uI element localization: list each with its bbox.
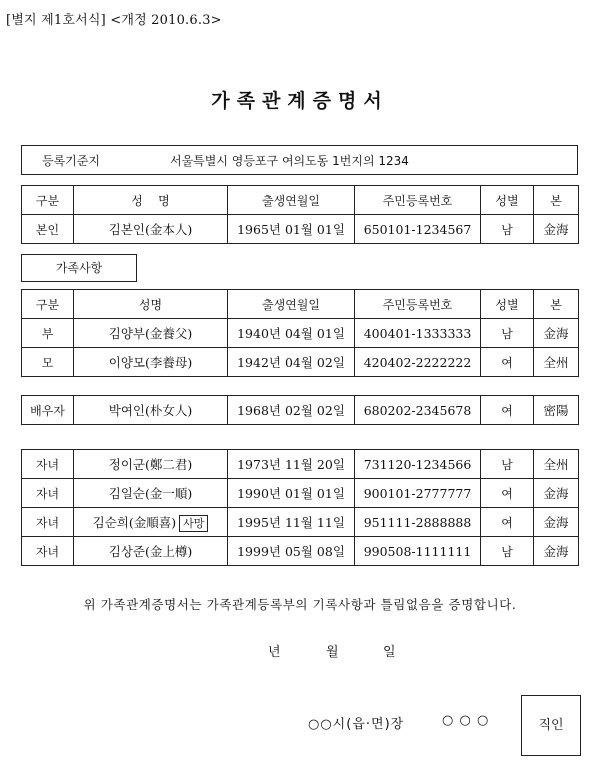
row-id-number: 680202-2345678 <box>355 396 481 425</box>
row-category: 자녀 <box>22 479 74 508</box>
row-sex: 남 <box>481 215 534 244</box>
parents-table <box>21 289 579 377</box>
row-birth: 1940년 04월 01일 <box>228 319 355 348</box>
row-birth: 1990년 01월 01일 <box>228 479 355 508</box>
row-name: 이양모(李養母) <box>74 348 228 377</box>
table-row <box>22 450 579 479</box>
row-name: 김상준(金上樽) <box>74 537 228 566</box>
table-row <box>22 319 579 348</box>
col-birth: 출생연월일 <box>228 290 355 319</box>
row-category: 자녀 <box>22 537 74 566</box>
row-id-number: 990508-1111111 <box>355 537 481 566</box>
row-sex: 남 <box>481 537 534 566</box>
col-category: 구분 <box>22 186 74 215</box>
family-section-label: 가족사항 <box>21 254 137 282</box>
row-birth: 1995년 11월 11일 <box>228 508 355 537</box>
row-category: 자녀 <box>22 508 74 537</box>
row-name-text: 김순희(金順喜) <box>92 514 177 530</box>
col-name: 성명 <box>74 290 228 319</box>
registration-label: 등록기준지 <box>42 154 100 168</box>
table-row <box>22 215 579 244</box>
certification-statement: 위 가족관계증명서는 가족관계등록부의 기록사항과 틀림없음을 증명합니다. <box>83 597 517 612</box>
row-sex: 여 <box>481 479 534 508</box>
row-name: 김양부(金養父) <box>74 319 228 348</box>
table-row <box>22 479 579 508</box>
children-table <box>21 449 579 566</box>
col-name: 성 명 <box>74 186 228 215</box>
col-id-number: 주민등록번호 <box>355 290 481 319</box>
row-sex: 남 <box>481 450 534 479</box>
col-origin: 본 <box>534 186 579 215</box>
row-birth: 1968년 02월 02일 <box>228 396 355 425</box>
row-name: 정이군(鄭二君) <box>74 450 228 479</box>
row-id-number: 650101-1234567 <box>355 215 481 244</box>
row-birth: 1942년 04월 02일 <box>228 348 355 377</box>
table-row <box>22 537 579 566</box>
col-birth: 출생연월일 <box>228 186 355 215</box>
row-origin: 密陽 <box>534 396 579 425</box>
row-name: 박여인(朴女人) <box>74 396 228 425</box>
table-row <box>22 508 579 537</box>
row-id-number: 420402-2222222 <box>355 348 481 377</box>
row-category: 배우자 <box>22 396 74 425</box>
row-category: 자녀 <box>22 450 74 479</box>
row-origin: 金海 <box>534 479 579 508</box>
col-id-number: 주민등록번호 <box>355 186 481 215</box>
row-category: 모 <box>22 348 74 377</box>
row-name <box>74 508 228 537</box>
registration-value: 서울특별시 영등포구 여의도동 1번지의 1234 <box>170 154 409 168</box>
row-origin: 全州 <box>534 450 579 479</box>
signature-office: ○○시(읍·면)장 <box>308 717 405 732</box>
date-day-label: 일 <box>383 645 396 660</box>
row-sex: 남 <box>481 319 534 348</box>
date-month-label: 월 <box>326 645 339 660</box>
deceased-badge: 사망 <box>179 515 208 532</box>
row-name: 김일순(金一順) <box>74 479 228 508</box>
registration-box <box>21 145 578 175</box>
table-header-row <box>22 290 579 319</box>
row-origin: 金海 <box>534 508 579 537</box>
row-origin: 金海 <box>534 319 579 348</box>
row-id-number: 900101-2777777 <box>355 479 481 508</box>
col-origin: 본 <box>534 290 579 319</box>
table-header-row <box>22 186 579 215</box>
col-sex: 성별 <box>481 290 534 319</box>
row-id-number: 731120-1234566 <box>355 450 481 479</box>
row-category: 부 <box>22 319 74 348</box>
row-category: 본인 <box>22 215 74 244</box>
col-category: 구분 <box>22 290 74 319</box>
form-header: [별지 제1호서식] <개정 2010.6.3> <box>6 13 222 28</box>
row-origin: 金海 <box>534 537 579 566</box>
spouse-table <box>21 395 579 425</box>
document-title: 가족관계증명서 <box>211 90 389 112</box>
row-sex: 여 <box>481 348 534 377</box>
row-birth: 1965년 01월 01일 <box>228 215 355 244</box>
signature-name: ○ ○ ○ <box>442 713 490 728</box>
row-sex: 여 <box>481 508 534 537</box>
row-birth: 1999년 05월 08일 <box>228 537 355 566</box>
official-seal-box: 직인 <box>521 695 581 756</box>
row-birth: 1973년 11월 20일 <box>228 450 355 479</box>
col-sex: 성별 <box>481 186 534 215</box>
table-row <box>22 396 579 425</box>
self-table <box>21 185 579 244</box>
row-origin: 金海 <box>534 215 579 244</box>
table-row <box>22 348 579 377</box>
row-name: 김본인(金本人) <box>74 215 228 244</box>
row-id-number: 951111-2888888 <box>355 508 481 537</box>
date-year-label: 년 <box>268 645 281 660</box>
row-sex: 여 <box>481 396 534 425</box>
row-origin: 全州 <box>534 348 579 377</box>
row-id-number: 400401-1333333 <box>355 319 481 348</box>
